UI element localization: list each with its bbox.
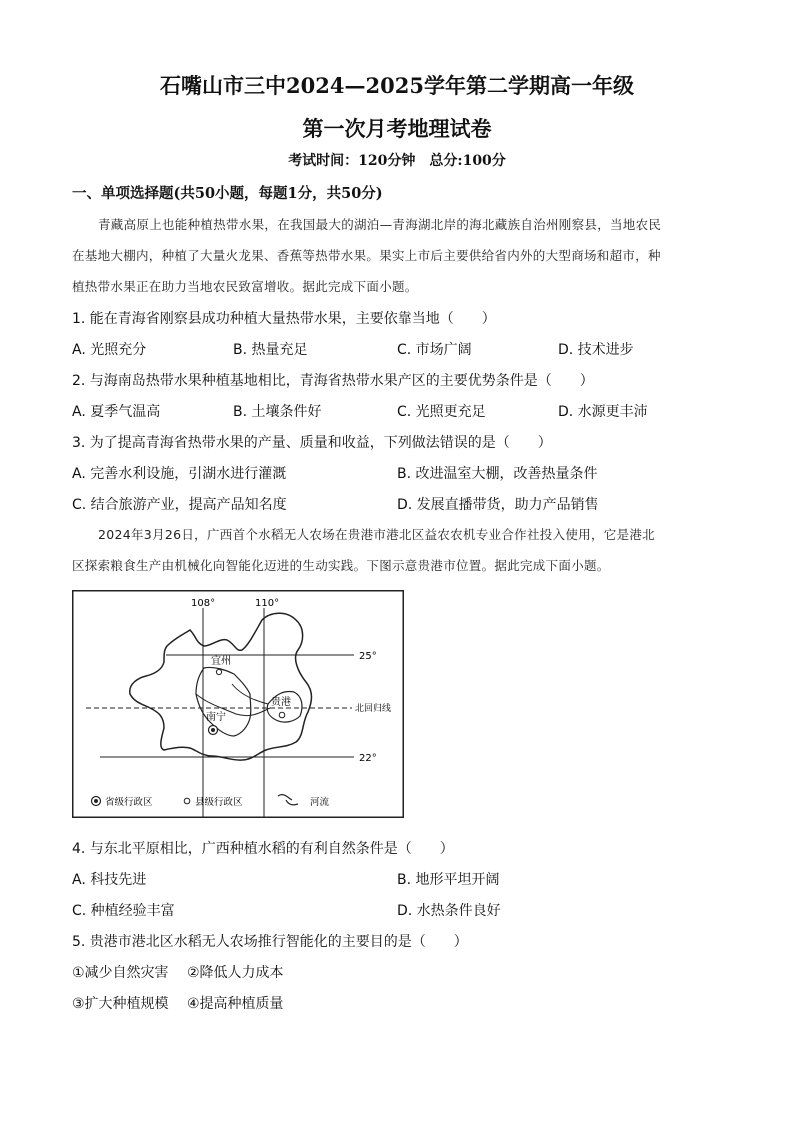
title-line-1: 石嘴山市三中2024—2025学年第二学期高一年级 xyxy=(160,73,634,98)
label-guigang: 贵港 xyxy=(271,697,291,708)
section-heading: 一、单项选择题(共50小题，每题1分，共50分) xyxy=(72,185,383,202)
question-1-stem: 1. 能在青海省刚察县成功种植大量热带水果，主要依靠当地（ ） xyxy=(72,311,496,327)
question-3-stem: 3. 为了提高青海省热带水果的产量、质量和收益，下列做法错误的是（ ） xyxy=(72,435,552,451)
q3-option-a[interactable]: A. 完善水利设施，引湖水进行灌溉 xyxy=(72,466,287,482)
q2-option-a[interactable]: A. 夏季气温高 xyxy=(72,404,161,420)
legend-river-label: 河流 xyxy=(310,797,330,808)
map-frame xyxy=(73,591,404,818)
q2-option-b[interactable]: B. 土壤条件好 xyxy=(233,404,322,420)
label-tropic: 北回归线 xyxy=(355,704,392,714)
yizhou-marker xyxy=(216,669,221,674)
question-5-stem: 5. 贵港市港北区水稻无人农场推行智能化的主要目的是（ ） xyxy=(72,934,468,950)
q1-option-d[interactable]: D. 技术进步 xyxy=(558,342,634,358)
q4-option-d[interactable]: D. 水热条件良好 xyxy=(397,903,501,919)
label-yizhou: 宜州 xyxy=(211,656,231,667)
q3-option-d[interactable]: D. 发展直播带货，助力产品销售 xyxy=(397,497,599,513)
question-2-stem: 2. 与海南岛热带水果种植基地相比，青海省热带水果产区的主要优势条件是（ ） xyxy=(72,373,594,389)
q3-option-b[interactable]: B. 改进温室大棚，改善热量条件 xyxy=(397,466,598,482)
q5-options-1-2[interactable]: ①减少自然灾害 ②降低人力成本 xyxy=(72,965,284,981)
title-line-2: 第一次月考地理试卷 xyxy=(302,116,492,141)
q1-option-b[interactable]: B. 热量充足 xyxy=(233,342,308,358)
q5-options-3-4[interactable]: ③扩大种植规模 ④提高种植质量 xyxy=(72,996,284,1012)
guigang-marker xyxy=(279,712,285,718)
nanning-marker-dot xyxy=(211,728,215,732)
q4-option-a[interactable]: A. 科技先进 xyxy=(72,872,147,888)
question-4-stem: 4. 与东北平原相比，广西种植水稻的有利自然条件是（ ） xyxy=(72,841,454,857)
label-lon-108: 108° xyxy=(191,598,216,609)
passage-1-line-3: 植热带水果正在助力当地农民致富增收。据此完成下面小题。 xyxy=(72,279,418,294)
legend-county-symbol xyxy=(184,798,190,804)
q4-option-b[interactable]: B. 地形平坦开阔 xyxy=(397,872,500,888)
passage-1 xyxy=(72,209,722,302)
passage-1-line-2: 在基地大棚内，种植了大量火龙果、香蕉等热带水果。果实上市后主要供给省内外的大型商场和超市，种 xyxy=(72,248,661,263)
passage-1-line-1: 青藏高原上也能种植热带水果，在我国最大的湖泊—青海湖北岸的海北藏族自治州刚察县，当地农民 xyxy=(98,217,662,232)
passage-2 xyxy=(72,519,722,581)
legend-province-dot xyxy=(94,799,98,803)
label-lon-110: 110° xyxy=(255,598,280,609)
q2-option-d[interactable]: D. 水源更丰沛 xyxy=(558,404,648,420)
q1-option-a[interactable]: A. 光照充分 xyxy=(72,342,147,358)
label-lat-22: 22° xyxy=(359,753,377,764)
q3-option-c[interactable]: C. 结合旅游产业，提高产品知名度 xyxy=(72,497,287,513)
passage-2-line-1: 2024年3月26日，广西首个水稻无人农场在贵港市港北区益农农机专业合作社投入使用，它是港北 xyxy=(98,527,655,542)
exam-meta: 考试时间：120分钟 总分:100分 xyxy=(288,153,506,169)
guigang-location-map xyxy=(72,590,404,818)
legend-province-label: 省级行政区 xyxy=(105,797,153,808)
label-lat-25: 25° xyxy=(359,651,377,662)
q4-option-c[interactable]: C. 种植经验丰富 xyxy=(72,903,175,919)
passage-2-line-2: 区探索粮食生产由机械化向智能化迈进的生动实践。下图示意贵港市位置。据此完成下面小题。 xyxy=(72,558,610,573)
legend-county-label: 县级行政区 xyxy=(195,797,243,808)
q1-option-c[interactable]: C. 市场广阔 xyxy=(397,342,472,358)
q2-option-c[interactable]: C. 光照更充足 xyxy=(397,404,486,420)
label-nanning: 南宁 xyxy=(206,712,226,723)
